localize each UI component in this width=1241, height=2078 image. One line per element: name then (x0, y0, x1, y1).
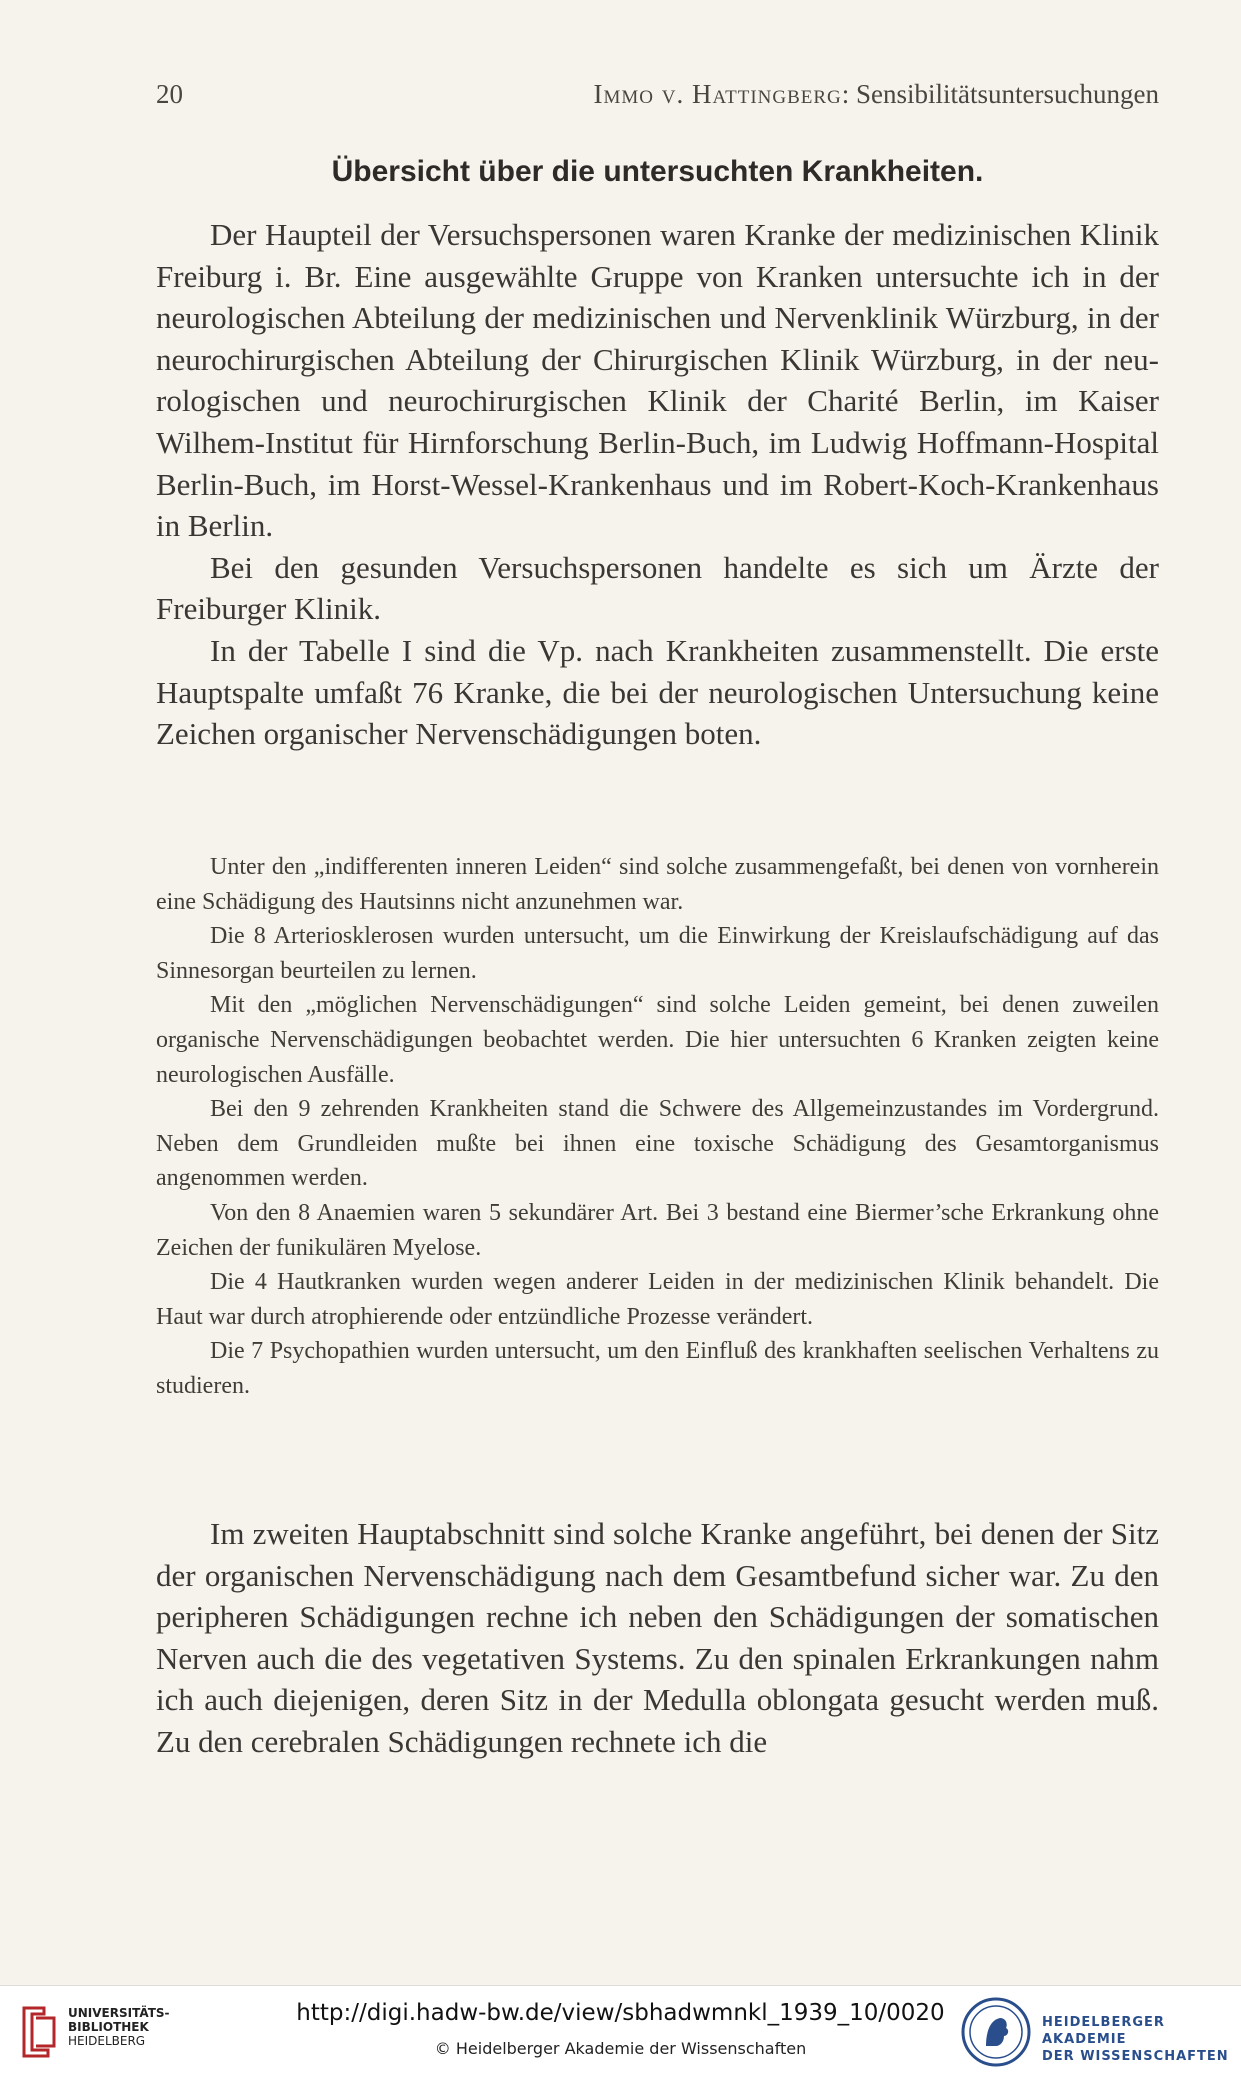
small-paragraph: Die 8 Arteriosklerosen wurden untersucht, um die Einwirkung der Kreislaufschädigung auf das Sinnesorgan beurteilen zu lernen. (156, 923, 1159, 984)
small-paragraph: Bei den 9 zehrenden Krankheiten stand die Schwere des Allgemeinzustandes im Vordergrund. Neben dem Grundleiden mußte bei ihnen eine toxische Schädigung des Gesamtorganismus angenommen werden. (156, 1096, 1159, 1192)
small-paragraph: Die 7 Psychopathien wurden untersucht, um den Einfluß des krankhaften seelischen Verhaltens zu studieren. (156, 1338, 1159, 1399)
main-text-block-2 (156, 1513, 1159, 1763)
paragraph: Der Haupteil der Versuchspersonen waren Kranke der medizinischen Klinik Freiburg i. Br. Eine ausgewählte Gruppe von Kranken untersuchte ich in der neurologischen Abteilung der medizinischen und Nervenklinik Würzburg, in der neurochirurgischen Abteilung der Chirurgischen Klinik Würzburg, in der neurologischen und neurochirurgischen Klinik der Charité Berlin, im Kaiser Wilhem-Institut für Hirnforschung Berlin-Buch, im Ludwig Hoffmann-Hospital Berlin-Buch, im Horst-Wessel-Krankenhaus und im Robert-Koch-Krankenhaus in Berlin. (156, 217, 1159, 544)
paragraph: Bei den gesunden Versuchspersonen handelte es sich um Ärzte der Freiburger Klinik. (156, 549, 1159, 627)
section-heading: Übersicht über die untersuchten Krankheiten. (331, 155, 984, 188)
small-paragraph: Unter den „indifferenten inneren Leiden“ sind solche zusammengefaßt, bei denen von vornherein eine Schädigung des Hautsinns nicht anzunehmen war. (156, 854, 1159, 915)
small-print-block (156, 850, 1159, 1404)
footer-bar (0, 1985, 1241, 2078)
running-title-rest: : Sensibilitätsuntersuchungen (841, 79, 1159, 109)
running-title (594, 74, 1159, 114)
small-paragraph: Die 4 Hautkranken wurden wegen anderer Leiden in der medizinischen Klinik behandelt. Die Haut war durch atrophierende oder entzündliche Prozesse verändert. (156, 1269, 1159, 1330)
page-number: 20 (156, 79, 183, 109)
academy-seal-icon (960, 1996, 1032, 2068)
permalink-url[interactable]: http://digi.hadw-bw.de/view/sbhadwmnkl_1939_10/0020 (296, 2000, 945, 2026)
small-paragraph: Von den 8 Anaemien waren 5 sekundärer Art. Bei 3 bestand eine Biermer’sche Erkrankung ohne Zeichen der funikulären Myelose. (156, 1199, 1159, 1261)
running-title-author: Immo v. Hattingberg (593, 79, 842, 109)
copyright-notice: © Heidelberger Akademie der Wissenschaften (434, 2039, 807, 2058)
main-text-block-1 (156, 214, 1159, 755)
paragraph: Im zweiten Hauptabschnitt sind solche Kranke angeführt, bei denen der Sitz der organischen Nervenschädigung nach dem Gesamtbefund sicher war. Zu den peripheren Schädigungen rechne ich neben den Schädigungen der somatischen Nerven auch die des vegetativen Systems. Zu den spinalen Erkrankungen nahm ich auch diejenigen, deren Sitz in der Medulla oblongata gesucht werden muß. Zu den cerebralen Schädigungen rechnete ich die (156, 1516, 1159, 1759)
paragraph: In der Tabelle I sind die Vp. nach Krankheiten zusammenstellt. Die erste Hauptspalte umfaßt 76 Kranke, die bei der neurologischen Untersuchung keine Zeichen organischer Nervenschädigungen boten. (156, 632, 1159, 752)
running-header (156, 74, 1159, 114)
university-library-name: UNIVERSITÄTS- BIBLIOTHEK HEIDELBERG (68, 2006, 170, 2048)
small-paragraph: Mit den „möglichen Nervenschädigungen“ sind solche Leiden gemeint, bei denen zuweilen organische Nervenschädigungen beobachtet werden. Die hier untersuchten 6 Kranken zeigten keine neurologischen Ausfälle. (156, 992, 1159, 1088)
academy-name: HEIDELBERGER AKADEMIE DER WISSENSCHAFTEN (1042, 2015, 1229, 2064)
